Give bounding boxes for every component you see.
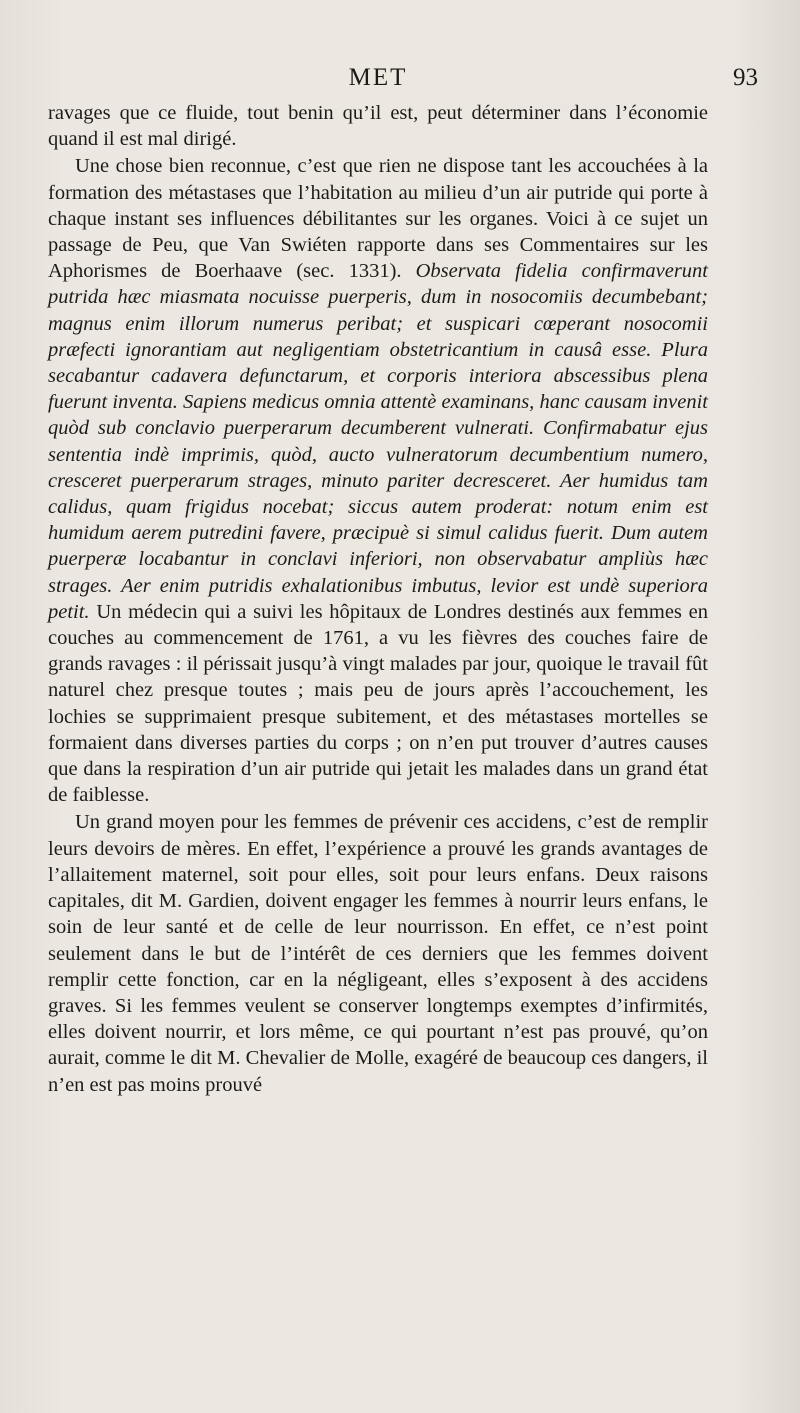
page-text [48,100,708,1098]
running-head-title: MET [348,64,408,91]
paragraph-metastases [48,153,708,808]
paragraph-breastfeeding: Un grand moyen pour les femmes de prévenir ces accidens, c’est de remplir leurs devoirs de mères. En effet, l’expérience a prouvé les grands avantages de l’allaitement maternel, soit pour elles, soit pour leurs enfans. Deux raisons capitales, dit M. Gardien, doivent engager les femmes à nourrir leurs enfans, le soin de leur santé et de celle de leur nourrisson. En effet, ce n’est point seulement dans le but de l’intérêt de ces derniers que les femmes doivent remplir cette fonction, car en la négligeant, elles s’exposent à des accidens graves. Si les femmes veulent se conserver longtemps exemptes d’infirmités, elles doivent nourrir, et lors même, ce qui pourtant n’est pas prouvé, qu’on aurait, comme le dit M. Chevalier de Molle, exagéré de beaucoup ces dangers, il n’en est pas moins prouvé [48,811,708,1096]
paragraph-continued: ravages que ce fluide, tout benin qu’il est, peut déterminer dans l’économie quand il est mal dirigé. [48,102,708,151]
paragraph-metastases-intro: Une chose bien reconnue, c’est que rien ne dispose tant les accouchées à la formation des métastases que l’habitation au milieu d’un air putride qui porte à chaque instant ses influences débilitantes sur les organes. Voici à ce sujet un passage de Peu, que Van Swiéten rapporte dans ses Commentaires sur les Aphorismes de Boerhaave (sec. 1331). [48,155,708,283]
page-number: 93 [733,64,758,91]
running-head [48,58,758,98]
latin-quotation: Observata fidelia confirmaverunt putrida hæc miasmata nocuisse puerperis, dum in nosocomiis decumbebant; magnus enim illorum numerus peribat; et suspicari cœperant nosocomii præfecti ignorantiam aut negligentiam obstetricantium in causâ esse. Plura secabantur cadavera defunctarum, et corporis interiora abscessibus plena fuerunt inventa. Sapiens medicus omnia attentè examinans, hanc causam invenit quòd sub conclavio puerperarum decumberent vulnerati. Confirmabatur ejus sententia indè imprimis, quòd, aucto vulneratorum decumbentium numero, cresceret puerperarum strages, minuto pariter decresceret. Aer humidus tam calidus, quam frigidus nocebat; siccus autem proderat: notum enim est humidum aerem putredini favere, præcipuè si simul calidus fuerit. Dum autem puerperæ locabantur in conclavi inferiori, non observabatur ampliùs hæc strages. Aer enim putridis exhalationibus imbutus, levior est undè superiora petit. [48,260,708,623]
paragraph-london-hospitals: Un médecin qui a suivi les hôpitaux de Londres destinés aux femmes en couches au commencement de 1761, a vu les fièvres des couches faire de grands ravages : il périssait jusqu’à vingt malades par jour, quoique le travail fût naturel chez presque toutes ; mais peu de jours après l’accouchement, les lochies se supprimaient presque subitement, et des métastases mortelles se formaient dans diverses parties du corps ; on n’en put trouver d’autres causes que dans la respiration d’un air putride qui jetait les malades dans un grand état de faiblesse. [48,600,709,807]
